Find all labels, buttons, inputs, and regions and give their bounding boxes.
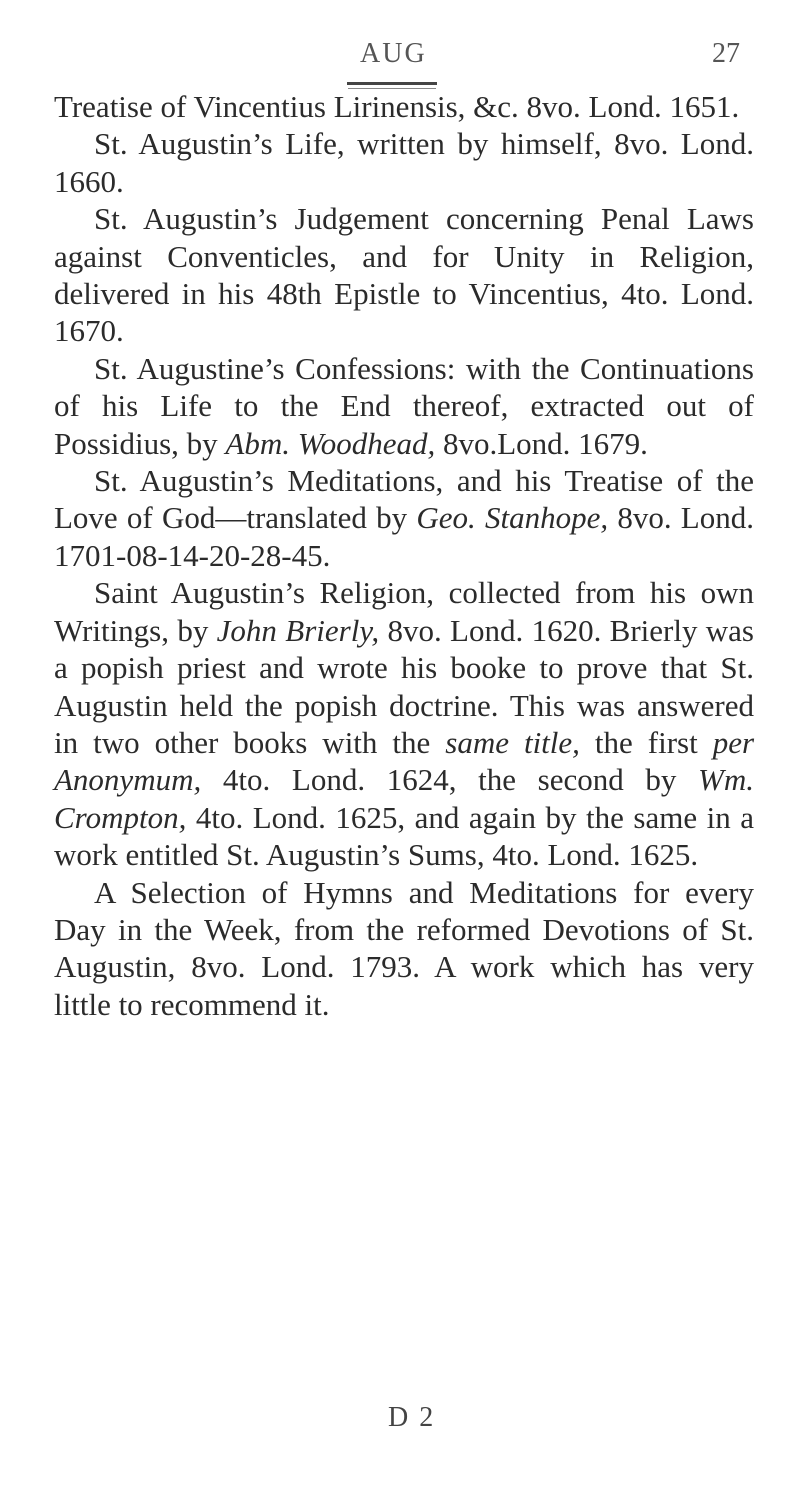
entry-augustine-confessions xyxy=(54,350,754,462)
header-rule xyxy=(347,82,437,85)
entry-vincentius-treatise: Treatise of Vincentius Lirinensis, &c. 8vo. Lond. 1651. xyxy=(54,89,740,124)
entry-text: 8vo. Lond. 1701-08-14-20-28-45. xyxy=(54,500,754,573)
running-head xyxy=(0,20,800,70)
entry-augustin-judgement: St. Augustin’s Judgement concerning Penal Laws against Conventicles, and for Unity in Religion, delivered in his 48th Epistle to Vincentius, 4to. Lond. 1670. xyxy=(54,201,754,349)
entry-text: the first xyxy=(579,724,713,760)
translator-name: Geo. Stanhope, xyxy=(416,500,609,536)
running-title: AUG xyxy=(360,38,427,69)
italic-phrase: same title, xyxy=(445,724,580,760)
entry-augustin-religion xyxy=(54,574,754,873)
entry-text: St. Augustin’s Meditations, and his Treatise of the Love of God—translated by xyxy=(54,463,754,536)
entry-text: 8vo. Lond. 1620. Brierly was a popish priest and wrote his booke to prove that St. Augustin held the popish doctrine. This was answered in two other books with the xyxy=(54,612,754,760)
entry-text: Saint Augustin’s Religion, collected from his own Writings, by xyxy=(54,575,754,648)
page-number: 27 xyxy=(712,38,740,69)
entry-augustin-meditations xyxy=(54,462,754,574)
entry-text: St. Augustine’s Confessions: with the Continuations of his Life to the End thereof, extracted out of Possidius, by xyxy=(54,350,754,461)
entry-text: 4to. Lond. 1624, the second by xyxy=(201,762,699,798)
entry-text: 4to. Lond. 1625, and again by the same in a work entitled St. Augustin’s Sums, 4to. Lond. 1625. xyxy=(54,799,754,873)
author-name: Wm. Crompton, xyxy=(54,762,754,835)
bibliography-list xyxy=(54,88,754,1023)
entry-text: 8vo.Lond. 1679. xyxy=(435,425,648,461)
entry-augustin-life: St. Augustin’s Life, written by himself, 8vo. Lond. 1660. xyxy=(54,126,754,199)
signature-mark: D 2 xyxy=(388,1402,436,1433)
author-name: John Brierly, xyxy=(216,612,380,648)
italic-phrase: per Anonymum, xyxy=(54,724,755,798)
entry-hymns-selection: A Selection of Hymns and Meditations for every Day in the Week, from the reformed Devotions of St. Augustin, 8vo. Lond. 1793. A work which has very little to recommend it. xyxy=(54,874,754,1022)
author-name: Abm. Woodhead, xyxy=(225,425,436,461)
